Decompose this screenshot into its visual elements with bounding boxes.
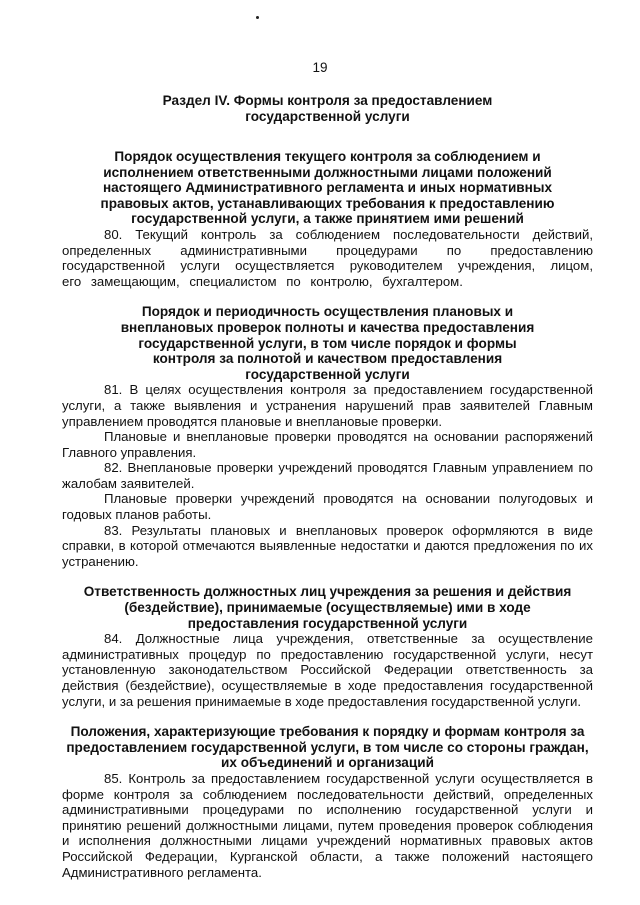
paragraph: 84. Должностные лица учреждения, ответственные за осуществление административных процедур по предоставлению государственной услуги, несут установленную законодательством Российской Федерации ответственность за действия (бездействие), осуществляемые в ходе предоставления государственной услуги, и за решения принимаемые в ходе предоставления государственной услуги. bbox=[62, 631, 593, 709]
block-heading: Порядок и периодичность осуществления плановых и внеплановых проверок полноты и качества предоставления государственной услуги, в том числе порядок и формы контроля за полнотой и качеством предоставления государственной услуги bbox=[120, 304, 535, 382]
paragraph: Плановые и внеплановые проверки проводятся на основании распоряжений Главного управления. bbox=[62, 429, 593, 460]
paragraph: 83. Результаты плановых и внеплановых проверок оформляются в виде справки, в которой отмечаются выявленные недостатки и даются предложения по их устранению. bbox=[62, 522, 593, 569]
paragraph: 82. Внеплановые проверки учреждений проводятся Главным управлением по жалобам заявителей. bbox=[62, 460, 593, 491]
paragraph: 80. Текущий контроль за соблюдением последовательности действий, определенных административными процедурами по предоставлению государственной услуги осуществляется руководителем учреждения, лицом, его замещающим, специалистом по контролю, бухгалтером. bbox=[62, 226, 593, 289]
block-heading: Положения, характеризующие требования к порядку и формам контроля за предоставлением государственной услуги, в том числе со стороны граждан, их объединений и организаций bbox=[66, 724, 589, 771]
section-title: Раздел IV. Формы контроля за предоставлением государственной услуги bbox=[162, 93, 493, 124]
document-body bbox=[62, 93, 593, 880]
paragraph: 81. В целях осуществления контроля за предоставлением государственной услуги, а также выявления и устранения нарушений прав заявителей Главным управлением проводятся плановые и внеплановые проверки. bbox=[62, 382, 593, 429]
paragraph: 85. Контроль за предоставлением государственной услуги осуществляется в форме контроля за соблюдением последовательности действий, определенных административными процедурами по исполнению государственной услуги и принятию решений должностными лицами, путем проведения проверок соблюдения и исполнения должностными лицами учреждений нормативных правовых актов Российской Федерации, Курганской области, а также положений настоящего Административного регламента. bbox=[62, 770, 593, 880]
paragraph: Плановые проверки учреждений проводятся на основании полугодовых и годовых планов работы. bbox=[62, 491, 593, 523]
block-heading: Порядок осуществления текущего контроля за соблюдением и исполнением ответственными должностными лицами положений настоящего Административного регламента и иных нормативных правовых актов, устанавливающих требования к предоставлению государственной услуги, а также принятием ими решений bbox=[100, 149, 555, 227]
block-heading: Ответственность должностных лиц учреждения за решения и действия (бездействие), принимаемые (осуществляемые) ими в ходе предоставления государственной услуги bbox=[83, 584, 572, 631]
page-number: 19 bbox=[312, 60, 328, 75]
scan-dot bbox=[256, 16, 259, 19]
